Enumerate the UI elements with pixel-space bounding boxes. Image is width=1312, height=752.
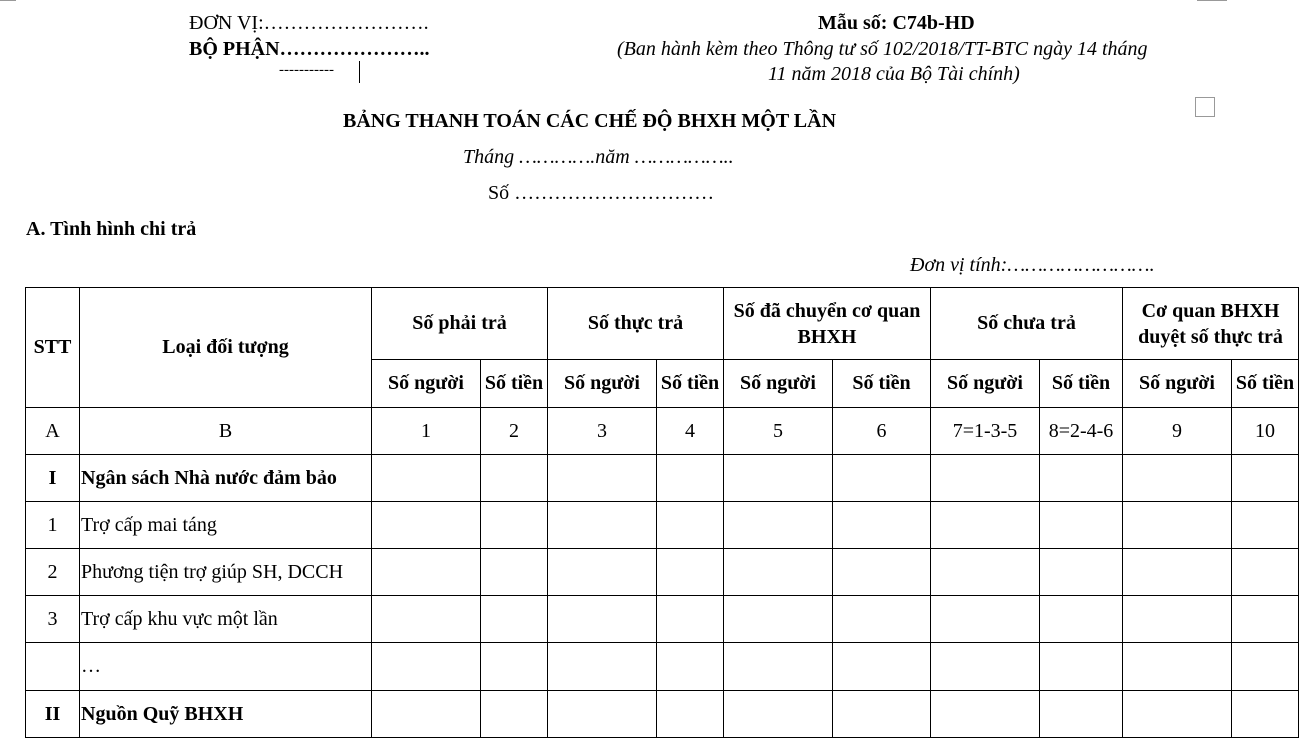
- data-cell[interactable]: [481, 643, 548, 691]
- page-top-rule-left: [0, 0, 16, 1]
- data-cell[interactable]: [372, 643, 481, 691]
- row-stt: 2: [26, 549, 80, 596]
- document-number-line: Số …………………………: [488, 182, 715, 204]
- data-cell[interactable]: [724, 549, 833, 596]
- issued-note-line1: (Ban hành kèm theo Thông tư số 102/2018/TT-BTC ngày 14 tháng: [617, 38, 1148, 60]
- data-cell[interactable]: [1232, 455, 1299, 502]
- checkbox[interactable]: [1195, 97, 1215, 117]
- row-label: …: [80, 643, 372, 691]
- data-cell[interactable]: [1040, 691, 1123, 738]
- subheader-so-nguoi: Số người: [548, 360, 657, 408]
- data-cell[interactable]: [1040, 502, 1123, 549]
- data-cell[interactable]: [548, 643, 657, 691]
- table-row: [26, 691, 1299, 738]
- data-cell[interactable]: [1040, 643, 1123, 691]
- data-cell[interactable]: [1232, 691, 1299, 738]
- data-cell[interactable]: [833, 643, 931, 691]
- data-cell[interactable]: [548, 455, 657, 502]
- index-row: [26, 408, 1299, 455]
- data-cell[interactable]: [481, 596, 548, 643]
- unit-of-measure: Đơn vị tính:…………………….: [910, 254, 1155, 276]
- data-cell[interactable]: [1040, 596, 1123, 643]
- data-cell[interactable]: [1123, 691, 1232, 738]
- form-number: Mẫu số: C74b-HD: [818, 12, 975, 34]
- data-cell[interactable]: [657, 643, 724, 691]
- index-cell: 10: [1232, 408, 1299, 455]
- table-row: [26, 455, 1299, 502]
- row-label: Ngân sách Nhà nước đảm bảo: [80, 455, 372, 502]
- data-cell[interactable]: [481, 691, 548, 738]
- index-cell: A: [26, 408, 80, 455]
- text-cursor: [359, 61, 360, 83]
- data-cell[interactable]: [481, 455, 548, 502]
- header-co-quan-duyet: Cơ quan BHXH duyệt số thực trả: [1123, 288, 1299, 360]
- data-cell[interactable]: [1123, 596, 1232, 643]
- row-stt: 3: [26, 596, 80, 643]
- index-cell: 1: [372, 408, 481, 455]
- document-title: BẢNG THANH TOÁN CÁC CHẾ ĐỘ BHXH MỘT LẦN: [343, 110, 837, 132]
- header-so-da-chuyen: Số đã chuyển cơ quan BHXH: [724, 288, 931, 360]
- index-cell: 6: [833, 408, 931, 455]
- data-cell[interactable]: [548, 549, 657, 596]
- data-cell[interactable]: [833, 455, 931, 502]
- data-cell[interactable]: [724, 643, 833, 691]
- data-cell[interactable]: [931, 502, 1040, 549]
- data-cell[interactable]: [724, 502, 833, 549]
- subheader-so-tien: Số tiền: [657, 360, 724, 408]
- row-stt: 1: [26, 502, 80, 549]
- data-cell[interactable]: [372, 596, 481, 643]
- data-cell[interactable]: [833, 549, 931, 596]
- data-cell[interactable]: [833, 691, 931, 738]
- index-cell: 7=1-3-5: [931, 408, 1040, 455]
- row-stt: [26, 643, 80, 691]
- subheader-so-nguoi: Số người: [931, 360, 1040, 408]
- data-cell[interactable]: [1040, 455, 1123, 502]
- data-cell[interactable]: [931, 455, 1040, 502]
- data-cell[interactable]: [931, 596, 1040, 643]
- data-cell[interactable]: [833, 596, 931, 643]
- data-cell[interactable]: [931, 691, 1040, 738]
- data-cell[interactable]: [657, 549, 724, 596]
- data-cell[interactable]: [548, 691, 657, 738]
- dash-line: -----------: [279, 62, 334, 78]
- data-cell[interactable]: [481, 549, 548, 596]
- data-cell[interactable]: [1232, 596, 1299, 643]
- data-cell[interactable]: [724, 455, 833, 502]
- data-cell[interactable]: [1123, 502, 1232, 549]
- data-cell[interactable]: [1232, 643, 1299, 691]
- don-vi-label: ĐƠN VỊ:…………………….: [189, 12, 429, 34]
- index-cell: 5: [724, 408, 833, 455]
- header-stt: STT: [26, 288, 80, 408]
- data-cell[interactable]: [1040, 549, 1123, 596]
- page-top-rule-right: [1197, 0, 1227, 1]
- subheader-so-tien: Số tiền: [833, 360, 931, 408]
- index-cell: 3: [548, 408, 657, 455]
- index-cell: 2: [481, 408, 548, 455]
- data-cell[interactable]: [833, 502, 931, 549]
- payment-table: [25, 287, 1299, 738]
- subheader-so-nguoi: Số người: [1123, 360, 1232, 408]
- subheader-so-nguoi: Số người: [724, 360, 833, 408]
- row-label: Nguồn Quỹ BHXH: [80, 691, 372, 738]
- data-cell[interactable]: [724, 596, 833, 643]
- index-cell: 9: [1123, 408, 1232, 455]
- subheader-so-tien: Số tiền: [1232, 360, 1299, 408]
- data-cell[interactable]: [657, 596, 724, 643]
- data-cell[interactable]: [1123, 455, 1232, 502]
- data-cell[interactable]: [372, 502, 481, 549]
- row-label: Trợ cấp khu vực một lần: [80, 596, 372, 643]
- data-cell[interactable]: [548, 502, 657, 549]
- index-cell: 4: [657, 408, 724, 455]
- data-cell[interactable]: [1232, 549, 1299, 596]
- table-row: [26, 502, 1299, 549]
- index-cell: 8=2-4-6: [1040, 408, 1123, 455]
- subheader-so-tien: Số tiền: [481, 360, 548, 408]
- table-row: [26, 643, 1299, 691]
- header-so-phai-tra: Số phải trả: [372, 288, 548, 360]
- header-so-thuc-tra: Số thực trả: [548, 288, 724, 360]
- data-cell[interactable]: [372, 455, 481, 502]
- data-cell[interactable]: [1123, 643, 1232, 691]
- row-stt: I: [26, 455, 80, 502]
- header-so-chua-tra: Số chưa trả: [931, 288, 1123, 360]
- month-year-line: Tháng ………….năm ……………..: [463, 146, 734, 168]
- data-cell[interactable]: [372, 691, 481, 738]
- row-label: Phương tiện trợ giúp SH, DCCH: [80, 549, 372, 596]
- data-cell[interactable]: [657, 691, 724, 738]
- header-loai-doi-tuong: Loại đối tượng: [80, 288, 372, 408]
- data-cell[interactable]: [548, 596, 657, 643]
- row-label: Trợ cấp mai táng: [80, 502, 372, 549]
- row-stt: II: [26, 691, 80, 738]
- data-cell[interactable]: [657, 502, 724, 549]
- index-cell: B: [80, 408, 372, 455]
- data-cell[interactable]: [931, 549, 1040, 596]
- data-cell[interactable]: [1123, 549, 1232, 596]
- data-cell[interactable]: [372, 549, 481, 596]
- data-cell[interactable]: [1232, 502, 1299, 549]
- section-a-heading: A. Tình hình chi trả: [26, 218, 197, 240]
- subheader-so-nguoi: Số người: [372, 360, 481, 408]
- data-cell[interactable]: [724, 691, 833, 738]
- data-cell[interactable]: [481, 502, 548, 549]
- table-row: [26, 549, 1299, 596]
- data-cell[interactable]: [657, 455, 724, 502]
- issued-note-line2: 11 năm 2018 của Bộ Tài chính): [768, 63, 1020, 85]
- data-cell[interactable]: [931, 643, 1040, 691]
- table-row: [26, 596, 1299, 643]
- bo-phan-label: BỘ PHẬN…………………..: [189, 38, 430, 60]
- subheader-so-tien: Số tiền: [1040, 360, 1123, 408]
